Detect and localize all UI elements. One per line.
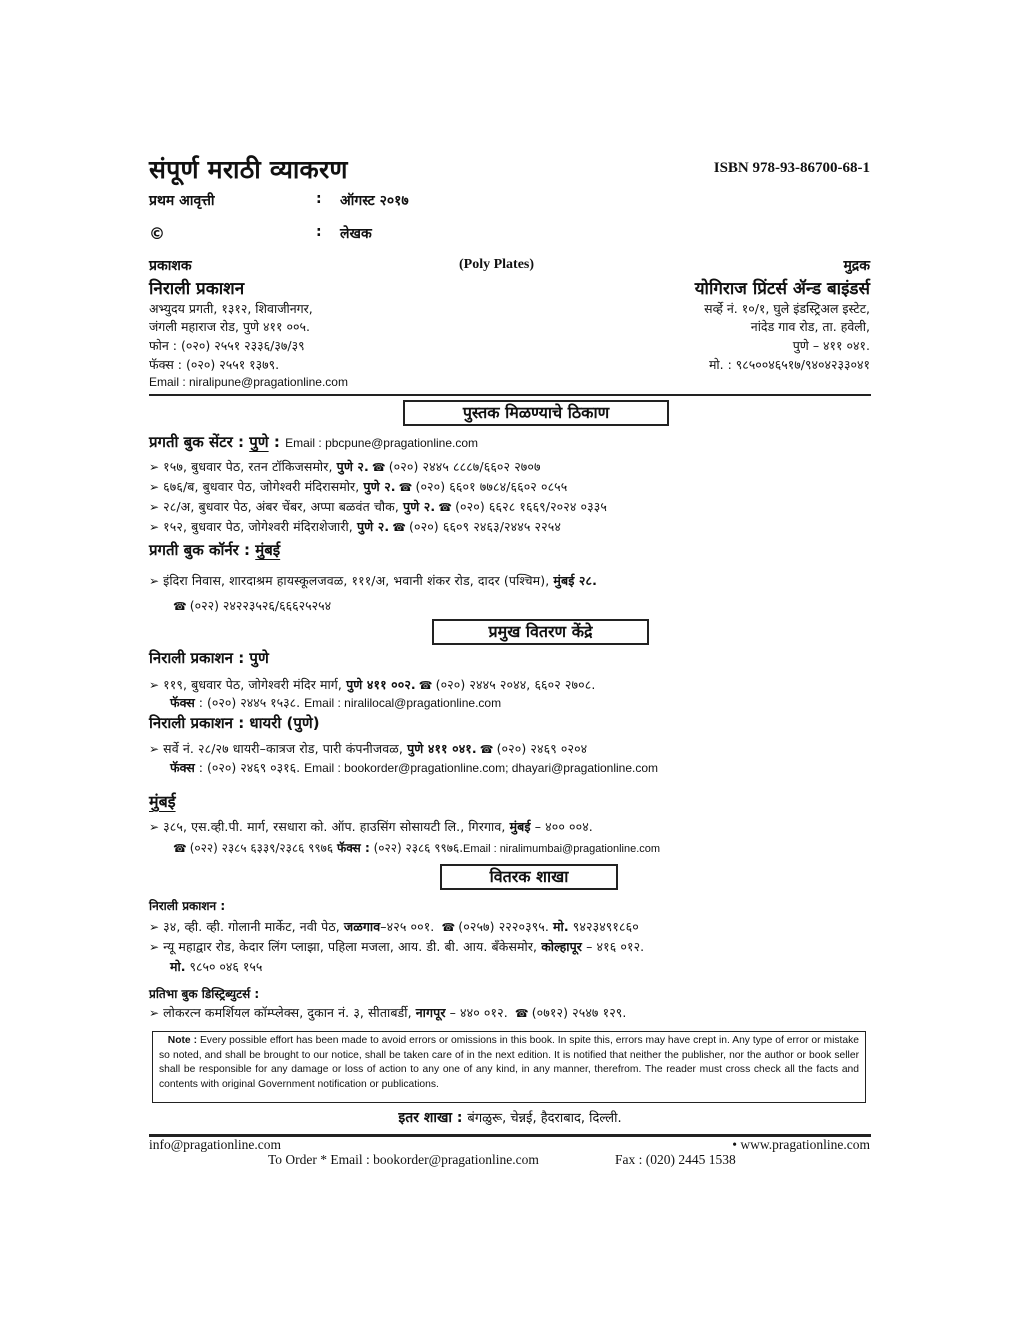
book-title: संपूर्ण मराठी व्याकरण: [149, 155, 348, 184]
phone-icon: ☎: [173, 842, 187, 855]
divider-top: [149, 394, 871, 396]
arrow-icon: ➢: [149, 920, 160, 934]
list-item: ➢ ११९, बुधवार पेठ, जोगेश्वरी मंदिर मार्ग, पुणे ४११ ००२. ☎ (०२०) २४४५ २०४४, ६६०२ २७०८.: [149, 677, 596, 692]
section-main-distribution: प्रमुख वितरण केंद्रे: [432, 619, 649, 645]
arrow-icon: ➢: [149, 820, 160, 834]
printer-label: मुद्रक: [843, 258, 870, 274]
phone-icon: ☎: [479, 743, 494, 756]
nirali-distributor-heading: निराली प्रकाशन :: [149, 899, 226, 913]
arrow-icon: ➢: [149, 574, 160, 588]
nirali-pune-email: Email : niralilocal@pragationline.com: [304, 696, 502, 710]
footer-order-email[interactable]: To Order * Email : bookorder@pragationline.com: [268, 1152, 539, 1167]
copyright-value: लेखक: [340, 226, 372, 242]
section-where-to-get: पुस्तक मिळण्याचे ठिकाण: [403, 400, 669, 426]
printer-mobile: मो. : ९८५००४६५१७/९४०४२३३०४१: [708, 357, 870, 372]
edition-value: ऑगस्ट २०१७: [340, 193, 409, 209]
phone-icon: ☎: [173, 600, 187, 613]
phone-icon: ☎: [371, 461, 386, 474]
phone-icon: ☎: [441, 921, 456, 934]
list-item-continuation: मो. ९८५० ०४६ १५५: [170, 959, 263, 974]
list-item: ➢ इंदिरा निवास, शारदाश्रम हायस्कूलजवळ, १११/अ, भवानी शंकर रोड, दादर (पश्चिम), मुंबई २८.: [149, 573, 597, 588]
list-item: ➢ ३८५, एस.व्ही.पी. मार्ग, रसधारा को. ऑप. हाउसिंग सोसायटी लि., गिरगाव, मुंबई – ४०० ००४.: [149, 819, 593, 834]
footer-fax: Fax : (020) 2445 1538: [615, 1152, 736, 1167]
publisher-label: प्रकाशक: [149, 258, 192, 274]
nirali-dhayari-email: Email : bookorder@pragationline.com; dhayari@pragationline.com: [304, 761, 659, 775]
mumbai-email: Email : niralimumbai@pragationline.com: [463, 843, 661, 855]
printer-address-1: सर्व्हे नं. १०/१, घुले इंडस्ट्रिअल इस्टेट,: [704, 301, 870, 316]
disclaimer-note: Note : Every possible effort has been made to avoid errors or omissions in this book. In spite this, errors may have crept in. Any type of error or mistake so noted, and shall be brought to our notice, shall be taken care of in the next edition. It is notified that neither the publisher, nor the author or book seller shall be responsible for any damage or loss of action to any one of any kind, in any manner, therefrom. The reader must cross check all the facts and contents with original Government notification or publications.: [152, 1031, 866, 1103]
arrow-icon: ➢: [149, 500, 160, 514]
list-item: ➢ लोकरत्न कमर्शियल कॉम्प्लेक्स, दुकान नं. ३, सीताबर्डी, नागपूर – ४४० ०१२. ☎ (०७१२) २५४७ १२९.: [149, 1005, 627, 1020]
edition-colon: :: [316, 191, 322, 207]
footer-website[interactable]: • www.pragationline.com: [732, 1137, 870, 1152]
arrow-icon: ➢: [149, 940, 160, 954]
copyright-colon: :: [316, 224, 322, 240]
printer-name: योगिराज प्रिंटर्स ॲन्ड बाइंडर्स: [694, 279, 870, 299]
arrow-icon: ➢: [149, 1006, 160, 1020]
list-item: ➢ न्यू महाद्वार रोड, केदार लिंग प्लाझा, पहिला मजला, आय. डी. बी. आय. बॅंकेसमोर, कोल्हापूर – ४१६ ०१२.: [149, 939, 645, 954]
edition-label: प्रथम आवृत्ती: [149, 193, 215, 209]
phone-icon: ☎: [392, 521, 407, 534]
pragati-pune-email: Email : pbcpune@pragationline.com: [285, 436, 479, 450]
list-item: ➢ ६७६/ब, बुधवार पेठ, जोगेश्वरी मंदिरासमोर, पुणे २. ☎ (०२०) ६६०१ ७७८४/६६०२ ०८५५: [149, 479, 568, 494]
isbn: ISBN 978-93-86700-68-1: [713, 160, 870, 176]
list-item: ➢ ३४, व्ही. व्ही. गोलानी मार्केट, नवी पेठ, जळगाव–४२५ ००१. ☎ (०२५७) २२२०३९५. मो. ९४२३४९१८६०: [149, 919, 639, 934]
publisher-name: निराली प्रकाशन: [149, 279, 245, 299]
list-item-continuation: फॅक्स : (०२०) २४६९ ०३१६. Email : bookorder@pragationline.com; dhayari@pragationline.com: [170, 760, 659, 775]
other-branches: इतर शाखा : बंगळुरू, चेन्नई, हैदराबाद, दिल्ली.: [398, 1110, 622, 1126]
pratibha-distributor-heading: प्रतिभा बुक डिस्ट्रिब्युटर्स :: [149, 987, 260, 1001]
mumbai-heading: मुंबई: [149, 792, 176, 811]
printer-address-2: नांदेड गाव रोड, ता. हवेली,: [750, 319, 870, 334]
phone-icon: ☎: [398, 481, 413, 494]
list-item-continuation: ☎ (०२२) २३८५ ६३३९/२३८६ ९९७६ फॅक्स : (०२२) २३८६ ९९७६.Email : niralimumbai@pragationline.com: [173, 841, 661, 855]
footer-info-email[interactable]: info@pragationline.com: [149, 1137, 282, 1152]
arrow-icon: ➢: [149, 520, 160, 534]
list-item-continuation: फॅक्स : (०२०) २४४५ १५३८. Email : niralilocal@pragationline.com: [170, 695, 502, 710]
publisher-address-2: जंगली महाराज रोड, पुणे ४११ ००५.: [149, 319, 310, 334]
arrow-icon: ➢: [149, 742, 160, 756]
list-item: ➢ १५७, बुधवार पेठ, रतन टॉकिजसमोर, पुणे २. ☎ (०२०) २४४५ ८८८७/६६०२ २७०७: [149, 459, 541, 474]
publisher-address-1: अभ्युदय प्रगती, १३१२, शिवाजीनगर,: [149, 301, 313, 316]
list-item: ➢ सर्वे नं. २८/२७ धायरी–कात्रज रोड, पारी कंपनीजवळ, पुणे ४११ ०४१. ☎ (०२०) २४६९ ०२०४: [149, 741, 588, 756]
publisher-fax: फॅक्स : (०२०) २५५१ १३७९.: [149, 357, 280, 372]
phone-icon: ☎: [418, 679, 433, 692]
arrow-icon: ➢: [149, 460, 160, 474]
section-distributor-branch: वितरक शाखा: [440, 864, 618, 890]
phone-icon: ☎: [438, 501, 453, 514]
phone-icon: ☎: [514, 1007, 529, 1020]
nirali-dhayari-heading: निराली प्रकाशन : धायरी (पुणे): [149, 714, 320, 732]
list-item: ➢ २८/अ, बुधवार पेठ, अंबर चेंबर, अप्पा बळवंत चौक, पुणे २. ☎ (०२०) ६६२८ १६६९/२०२४ ०३३५: [149, 499, 607, 514]
copyright-symbol: ©: [149, 224, 165, 243]
pragati-pune-heading: प्रगती बुक सेंटर : पुणे : Email : pbcpune@pragationline.com: [149, 433, 479, 451]
list-item: ➢ १५२, बुधवार पेठ, जोगेश्वरी मंदिराशेजारी, पुणे २. ☎ (०२०) ६६०९ २४६३/२४४५ २२५४: [149, 519, 561, 534]
arrow-icon: ➢: [149, 480, 160, 494]
printer-address-3: पुणे – ४११ ०४१.: [792, 338, 870, 353]
nirali-pune-heading: निराली प्रकाशन : पुणे: [149, 649, 269, 667]
arrow-icon: ➢: [149, 678, 160, 692]
pragati-mumbai-heading: प्रगती बुक कॉर्नर : मुंबई: [149, 541, 281, 559]
publisher-email: Email : niralipune@pragationline.com: [149, 375, 348, 389]
poly-plates: (Poly Plates): [459, 257, 535, 272]
publisher-phone: फोन : (०२०) २५५१ २३३६/३७/३९: [149, 338, 305, 353]
list-item-continuation: ☎ (०२२) २४२२३५२६/६६६२५२५४: [173, 598, 332, 613]
